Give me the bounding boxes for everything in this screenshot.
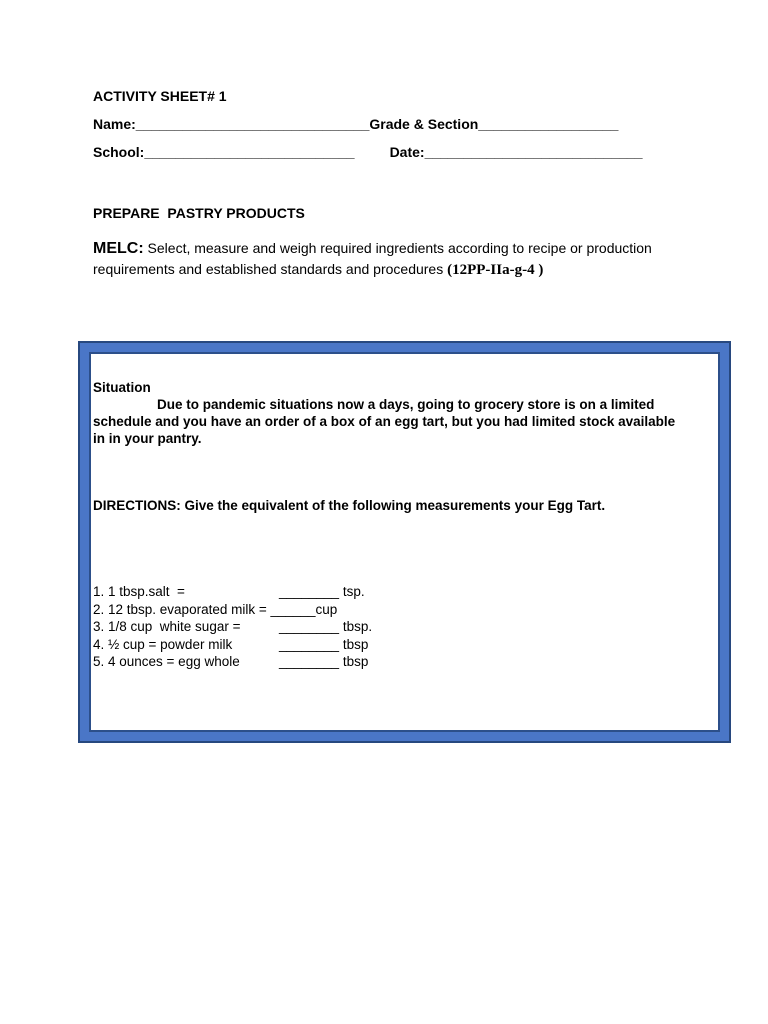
item-question: 1. 1 tbsp.salt = xyxy=(93,584,185,599)
melc-paragraph xyxy=(93,238,673,281)
activity-sheet-title: ACTIVITY SHEET# 1 xyxy=(93,88,227,104)
subject-title: PREPARE PASTRY PRODUCTS xyxy=(93,205,305,221)
item-question: 3. 1/8 cup white sugar = xyxy=(93,619,241,634)
directions-text: DIRECTIONS: Give the equivalent of the following measurements your Egg Tart. xyxy=(93,498,606,513)
item-question: 5. 4 ounces = egg whole xyxy=(93,654,240,669)
melc-code: (12PP-IIa-g-4 ) xyxy=(447,262,544,278)
item-answer-blank[interactable]: ________ tsp. xyxy=(279,584,365,599)
list-item xyxy=(93,653,369,671)
list-item xyxy=(93,636,369,654)
item-answer-blank[interactable]: ________ tbsp xyxy=(279,636,369,652)
situation-label: Situation xyxy=(93,380,151,395)
school-date-line: School:___________________________ Date:____________________________ xyxy=(93,144,643,160)
list-item xyxy=(93,601,338,619)
melc-label: MELC: xyxy=(93,240,144,257)
melc-text: Select, measure and weigh required ingredients according to recipe or production requirements and established standards and procedures xyxy=(93,240,652,277)
list-item xyxy=(93,583,365,601)
item-answer-blank[interactable]: ________ tbsp xyxy=(279,654,369,669)
item-question[interactable]: 2. 12 tbsp. evaporated milk = ______cup xyxy=(93,601,338,617)
item-answer-blank[interactable]: ________ tbsp. xyxy=(279,619,373,634)
situation-text-block xyxy=(93,396,683,447)
measurement-items-list xyxy=(93,583,373,671)
list-item xyxy=(93,618,373,636)
name-grade-section-line: Name:______________________________Grade & Section__________________ xyxy=(93,116,619,132)
item-question: 4. ½ cup = powder milk xyxy=(93,636,233,652)
situation-text: Due to pandemic situations now a days, going to grocery store is on a limited schedule and you have an order of a box of an egg tart, but you had limited stock available in in your pantry. xyxy=(93,397,676,446)
